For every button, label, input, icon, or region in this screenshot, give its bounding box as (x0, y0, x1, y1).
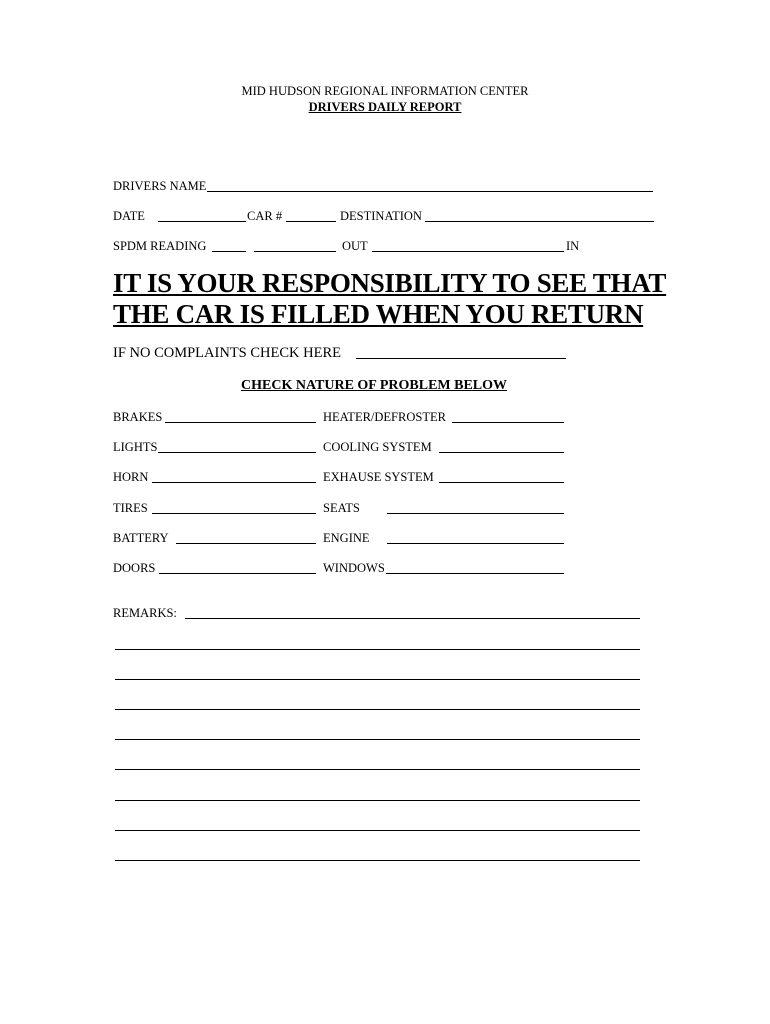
problem-heading: CHECK NATURE OF PROBLEM BELOW (241, 378, 508, 393)
no-complaints-check-field[interactable] (356, 358, 566, 359)
date-label: DATE (113, 209, 145, 223)
car-field[interactable] (286, 221, 336, 222)
doors-label: DOORS (113, 561, 156, 575)
remarks-line[interactable] (115, 800, 640, 801)
report-title: DRIVERS DAILY REPORT (308, 100, 462, 114)
remarks-line[interactable] (115, 709, 640, 710)
spdm-reading-label: SPDM READING (113, 239, 207, 253)
remarks-line[interactable] (115, 830, 640, 831)
in-field[interactable] (372, 251, 564, 252)
remarks-line[interactable] (115, 649, 640, 650)
remarks-line[interactable] (115, 769, 640, 770)
battery-label: BATTERY (113, 531, 169, 545)
tires-field[interactable] (152, 513, 316, 514)
windows-label: WINDOWS (323, 561, 385, 575)
brakes-label: BRAKES (113, 410, 163, 424)
spdm-reading-field[interactable] (212, 251, 246, 252)
no-complaints-label: IF NO COMPLAINTS CHECK HERE (113, 345, 341, 361)
heater-defroster-field[interactable] (452, 422, 564, 423)
horn-label: HORN (113, 470, 149, 484)
remarks-line[interactable] (115, 679, 640, 680)
lights-label: LIGHTS (113, 440, 158, 454)
heater-defroster-label: HEATER/DEFROSTER (323, 410, 446, 424)
in-label: IN (566, 239, 580, 253)
cooling-system-label: COOLING SYSTEM (323, 440, 432, 454)
cooling-system-field[interactable] (439, 452, 564, 453)
seats-label: SEATS (323, 501, 360, 515)
date-field[interactable] (158, 221, 246, 222)
exhaust-system-field[interactable] (439, 482, 564, 483)
seats-field[interactable] (387, 513, 564, 514)
tires-label: TIRES (113, 501, 148, 515)
drivers-name-field[interactable] (207, 191, 653, 192)
exhaust-system-label: EXHAUSE SYSTEM (323, 470, 434, 484)
notice-line-2: THE CAR IS FILLED WHEN YOU RETURN (113, 299, 644, 329)
battery-field[interactable] (176, 543, 316, 544)
horn-field[interactable] (152, 482, 316, 483)
remarks-line[interactable] (115, 860, 640, 861)
remarks-line[interactable] (185, 618, 640, 619)
brakes-field[interactable] (165, 422, 316, 423)
doors-field[interactable] (159, 573, 316, 574)
notice-line-1: IT IS YOUR RESPONSIBILITY TO SEE THAT (113, 268, 667, 298)
org-name: MID HUDSON REGIONAL INFORMATION CENTER (241, 84, 529, 98)
remarks-line[interactable] (115, 739, 640, 740)
engine-label: ENGINE (323, 531, 370, 545)
engine-field[interactable] (387, 543, 564, 544)
windows-field[interactable] (386, 573, 564, 574)
destination-label: DESTINATION (340, 209, 422, 223)
car-label: CAR # (247, 209, 283, 223)
drivers-name-label: DRIVERS NAME (113, 179, 207, 193)
remarks-label: REMARKS: (113, 606, 177, 620)
destination-field[interactable] (425, 221, 654, 222)
out-label: OUT (342, 239, 368, 253)
out-field[interactable] (254, 251, 336, 252)
lights-field[interactable] (158, 452, 316, 453)
